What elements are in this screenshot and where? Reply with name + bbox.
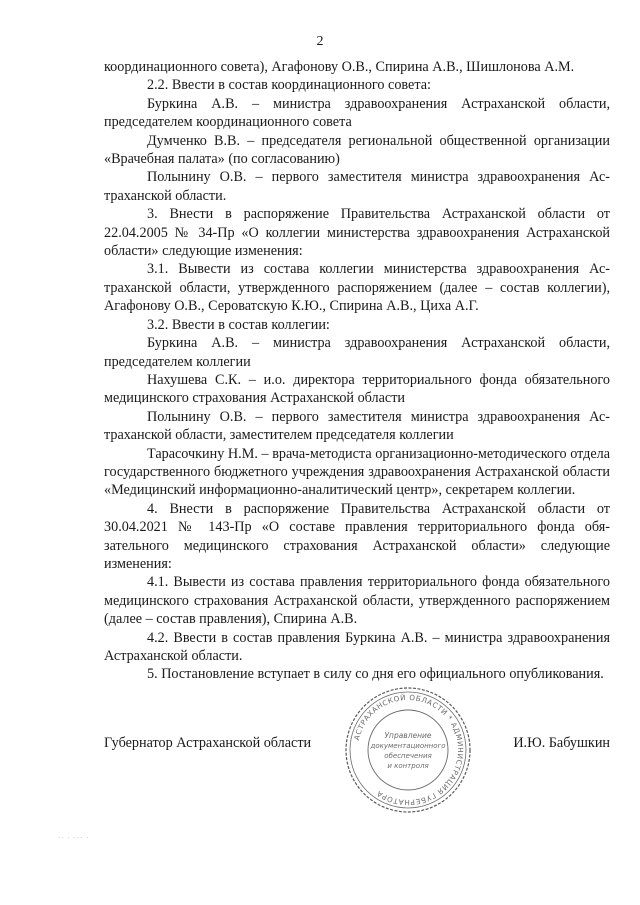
- svg-text:АСТРАХАНСКОЙ ОБЛАСТИ * АДМИНИС: АСТРАХАНСКОЙ ОБЛАСТИ * АДМИНИСТРАЦИЯ ГУБЕРНАТОРА: [352, 692, 466, 808]
- document-body: [104, 58, 610, 684]
- paragraph: Полынину О.В. – первого заместителя министра здравоохранения Астраханской области.: [104, 169, 610, 204]
- paragraph: 4.2. Ввести в состав правления Буркина А.В. – министра здравоохранения Астраханской области.: [104, 629, 610, 664]
- paragraph: 4.1. Вывести из состава правления территориального фонда обязательного медицинского страхования Астраханской области, утвержденного распоряжением (далее – состав правления), Спирина А.В.: [104, 574, 610, 628]
- svg-text:Управление: Управление: [384, 731, 432, 740]
- paragraph: 3. Внести в распоряжение Правительства Астраханской области от 22.04.2005 № 34-Пр «О коллегии министерства здравоохранения Астраханской области» следующие изменения:: [104, 206, 610, 260]
- paragraph: координационного совета), Агафонову О.В., Спирина А.В., Шишлонова А.М.: [104, 59, 575, 75]
- svg-text:и контроля: и контроля: [387, 762, 429, 770]
- signatory-name: И.Ю. Бабушкин: [513, 735, 610, 751]
- official-stamp: [342, 684, 474, 816]
- svg-text:документационного: документационного: [370, 742, 446, 750]
- svg-text:обеспечения: обеспечения: [384, 752, 432, 760]
- paragraph: Полынину О.В. – первого заместителя министра здравоохранения Астраханской области, заместителем председателя коллегии: [104, 408, 610, 444]
- paragraph: Нахушева С.К. – и.о. директора территориального фонда обязательного медицинского страхования Астраханской области: [104, 371, 610, 407]
- scan-artifact: ·· · ··· ·: [58, 834, 90, 842]
- stamp-icon: [342, 684, 474, 816]
- paragraph: 3.1. Вывести из состава коллегии министерства здравоохранения Астраханской области, утвержденного распоряжением (далее – состав коллегии), Агафонову О.В., Сероватскую К.Ю., Спирина А.В., Циха А.Г.: [104, 261, 610, 315]
- page-number: 2: [316, 34, 324, 49]
- paragraph: 4. Внести в распоряжение Правительства Астраханской области от 30.04.2021 № 143-Пр «О составе правления территориального фонда обязательного медицинского страхования Астраханской области» следующие изменения:: [104, 500, 610, 572]
- paragraph: 3.2. Ввести в состав коллегии:: [147, 316, 330, 333]
- paragraph: Буркина А.В. – министра здравоохранения Астраханской области, председателем коллегии: [104, 335, 610, 370]
- signatory-title: Губернатор Астраханской области: [104, 735, 312, 751]
- paragraph: Тарасочкину Н.М. – врача-методиста организационно-методического отдела государственного бюджетного учреждения здравоохранения Астраханской области «Медицинский информационно-аналитический центр», секретарем коллегии.: [104, 445, 610, 499]
- paragraph: 2.2. Ввести в состав координационного совета:: [147, 77, 431, 94]
- paragraph: Думченко В.В. – председателя региональной общественной организации «Врачебная палата» (по согласованию): [104, 132, 610, 168]
- paragraph: 5. Постановление вступает в силу со дня его официального опубликования.: [147, 666, 604, 683]
- paragraph: Буркина А.В. – министра здравоохранения Астраханской области, председателем координационного совета: [104, 95, 610, 131]
